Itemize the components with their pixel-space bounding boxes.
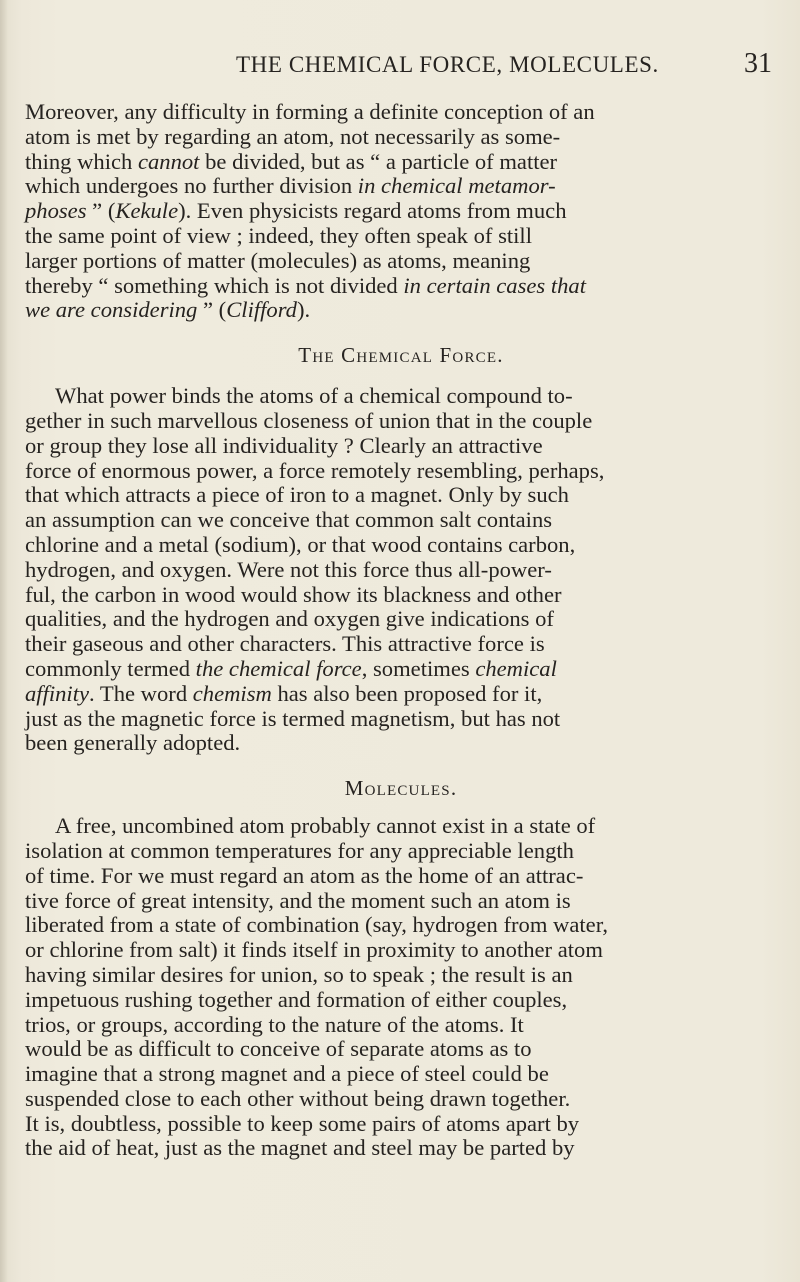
- paragraph-chemical-force-line: qualities, and the hydrogen and oxygen give indications of: [25, 606, 554, 632]
- paragraph-atom-conception-line: atom is met by regarding an atom, not necessarily as some-: [25, 123, 561, 149]
- paragraph-chemical-force-line: an assumption can we conceive that common salt contains: [25, 507, 553, 533]
- paragraph-chemical-force-line: force of enormous power, a force remotely resembling, perhaps,: [25, 457, 605, 483]
- italic-text: chemism: [192, 680, 272, 706]
- paragraph-molecules-line: having similar desires for union, so to speak ; the result is an: [25, 961, 573, 987]
- italic-text: in certain cases that: [403, 272, 586, 298]
- italic-text: affinity: [25, 680, 90, 706]
- paragraph-chemical-force-line: hydrogen, and oxygen. Were not this force thus all-power-: [25, 556, 552, 582]
- italic-text: Clifford: [226, 297, 297, 323]
- section-heading-molecules: Molecules.: [344, 776, 458, 801]
- paragraph-atom-conception-line: thereby “ something which is not divided in certain cases that: [25, 272, 586, 298]
- paragraph-atom-conception-line: larger portions of matter (molecules) as atoms, meaning: [25, 247, 531, 273]
- paragraph-chemical-force-line: chlorine and a metal (sodium), or that wood contains carbon,: [25, 531, 576, 557]
- paragraph-atom-conception: [25, 100, 777, 323]
- paragraph-atom-conception-line: thing which cannot be divided, but as “ a particle of matter: [25, 148, 558, 174]
- italic-text: in chemical metamor-: [357, 173, 556, 199]
- paragraph-chemical-force-line: commonly termed the chemical force, sometimes chemical: [25, 655, 557, 681]
- running-head-title: THE CHEMICAL FORCE, MOLECULES.: [236, 52, 659, 77]
- paragraph-chemical-force-line: gether in such marvellous closeness of union that in the couple: [25, 407, 593, 433]
- italic-text: cannot: [137, 148, 200, 174]
- paragraph-molecules-line: trios, or groups, according to the nature of the atoms. It: [25, 1011, 524, 1037]
- paragraph-chemical-force-line: affinity. The word chemism has also been proposed for it,: [25, 680, 543, 706]
- binding-edge-shadow: [0, 0, 8, 1282]
- paragraph-atom-conception-line: which undergoes no further division in chemical metamor-: [25, 173, 556, 199]
- paragraph-atom-conception-line: the same point of view ; indeed, they often speak of still: [25, 222, 532, 248]
- section-heading-chemical-force: The Chemical Force.: [298, 343, 504, 368]
- page-number: 31: [744, 48, 772, 79]
- paragraph-molecules-line: It is, doubtless, possible to keep some pairs of atoms apart by: [25, 1110, 580, 1136]
- paragraph-molecules-line: or chlorine from salt) it finds itself in proximity to another atom: [25, 937, 603, 963]
- paragraph-chemical-force-line: their gaseous and other characters. This attractive force is: [25, 631, 545, 657]
- paragraph-chemical-force-line: What power binds the atoms of a chemical compound to-: [55, 383, 573, 409]
- italic-text: the chemical force: [195, 655, 362, 681]
- italic-text: Kekule: [115, 198, 179, 224]
- paragraph-chemical-force-line: or group they lose all individuality ? Clearly an attractive: [25, 432, 543, 458]
- paragraph-molecules-line: of time. For we must regard an atom as the home of an attrac-: [25, 862, 584, 888]
- paragraph-molecules-line: liberated from a state of combination (say, hydrogen from water,: [25, 912, 608, 938]
- paragraph-atom-conception-line: phoses ” (Kekule). Even physicists regard atoms from much: [25, 198, 567, 224]
- italic-text: we are considering: [25, 297, 198, 323]
- paragraph-chemical-force-line: just as the magnetic force is termed magnetism, but has not: [25, 705, 561, 731]
- paragraph-molecules-line: imagine that a strong magnet and a piece of steel could be: [25, 1061, 549, 1087]
- body-text: [25, 100, 777, 1161]
- paragraph-chemical-force-line: that which attracts a piece of iron to a magnet. Only by such: [25, 482, 569, 508]
- paragraph-atom-conception-line: Moreover, any difficulty in forming a definite conception of an: [25, 99, 595, 124]
- paragraph-chemical-force-line: ful, the carbon in wood would show its blackness and other: [25, 581, 562, 607]
- paragraph-molecules-line: A free, uncombined atom probably cannot exist in a state of: [55, 813, 596, 839]
- paragraph-molecules-line: isolation at common temperatures for any appreciable length: [25, 837, 574, 863]
- paragraph-molecules-line: suspended close to each other without being drawn together.: [25, 1085, 571, 1111]
- paragraph-molecules-line: would be as difficult to conceive of separate atoms as to: [25, 1036, 532, 1062]
- paragraph-atom-conception-line: we are considering ” (Clifford).: [25, 297, 311, 323]
- italic-text: chemical: [475, 655, 557, 681]
- paragraph-molecules-line: the aid of heat, just as the magnet and steel may be parted by: [25, 1135, 575, 1161]
- paragraph-chemical-force: [25, 384, 777, 756]
- italic-text: phoses: [25, 198, 87, 224]
- paragraph-molecules: [25, 814, 777, 1161]
- paragraph-chemical-force-line: been generally adopted.: [25, 730, 241, 756]
- paragraph-molecules-line: tive force of great intensity, and the moment such an atom is: [25, 887, 571, 913]
- running-head: [0, 48, 800, 86]
- paragraph-molecules-line: impetuous rushing together and formation of either couples,: [25, 986, 568, 1012]
